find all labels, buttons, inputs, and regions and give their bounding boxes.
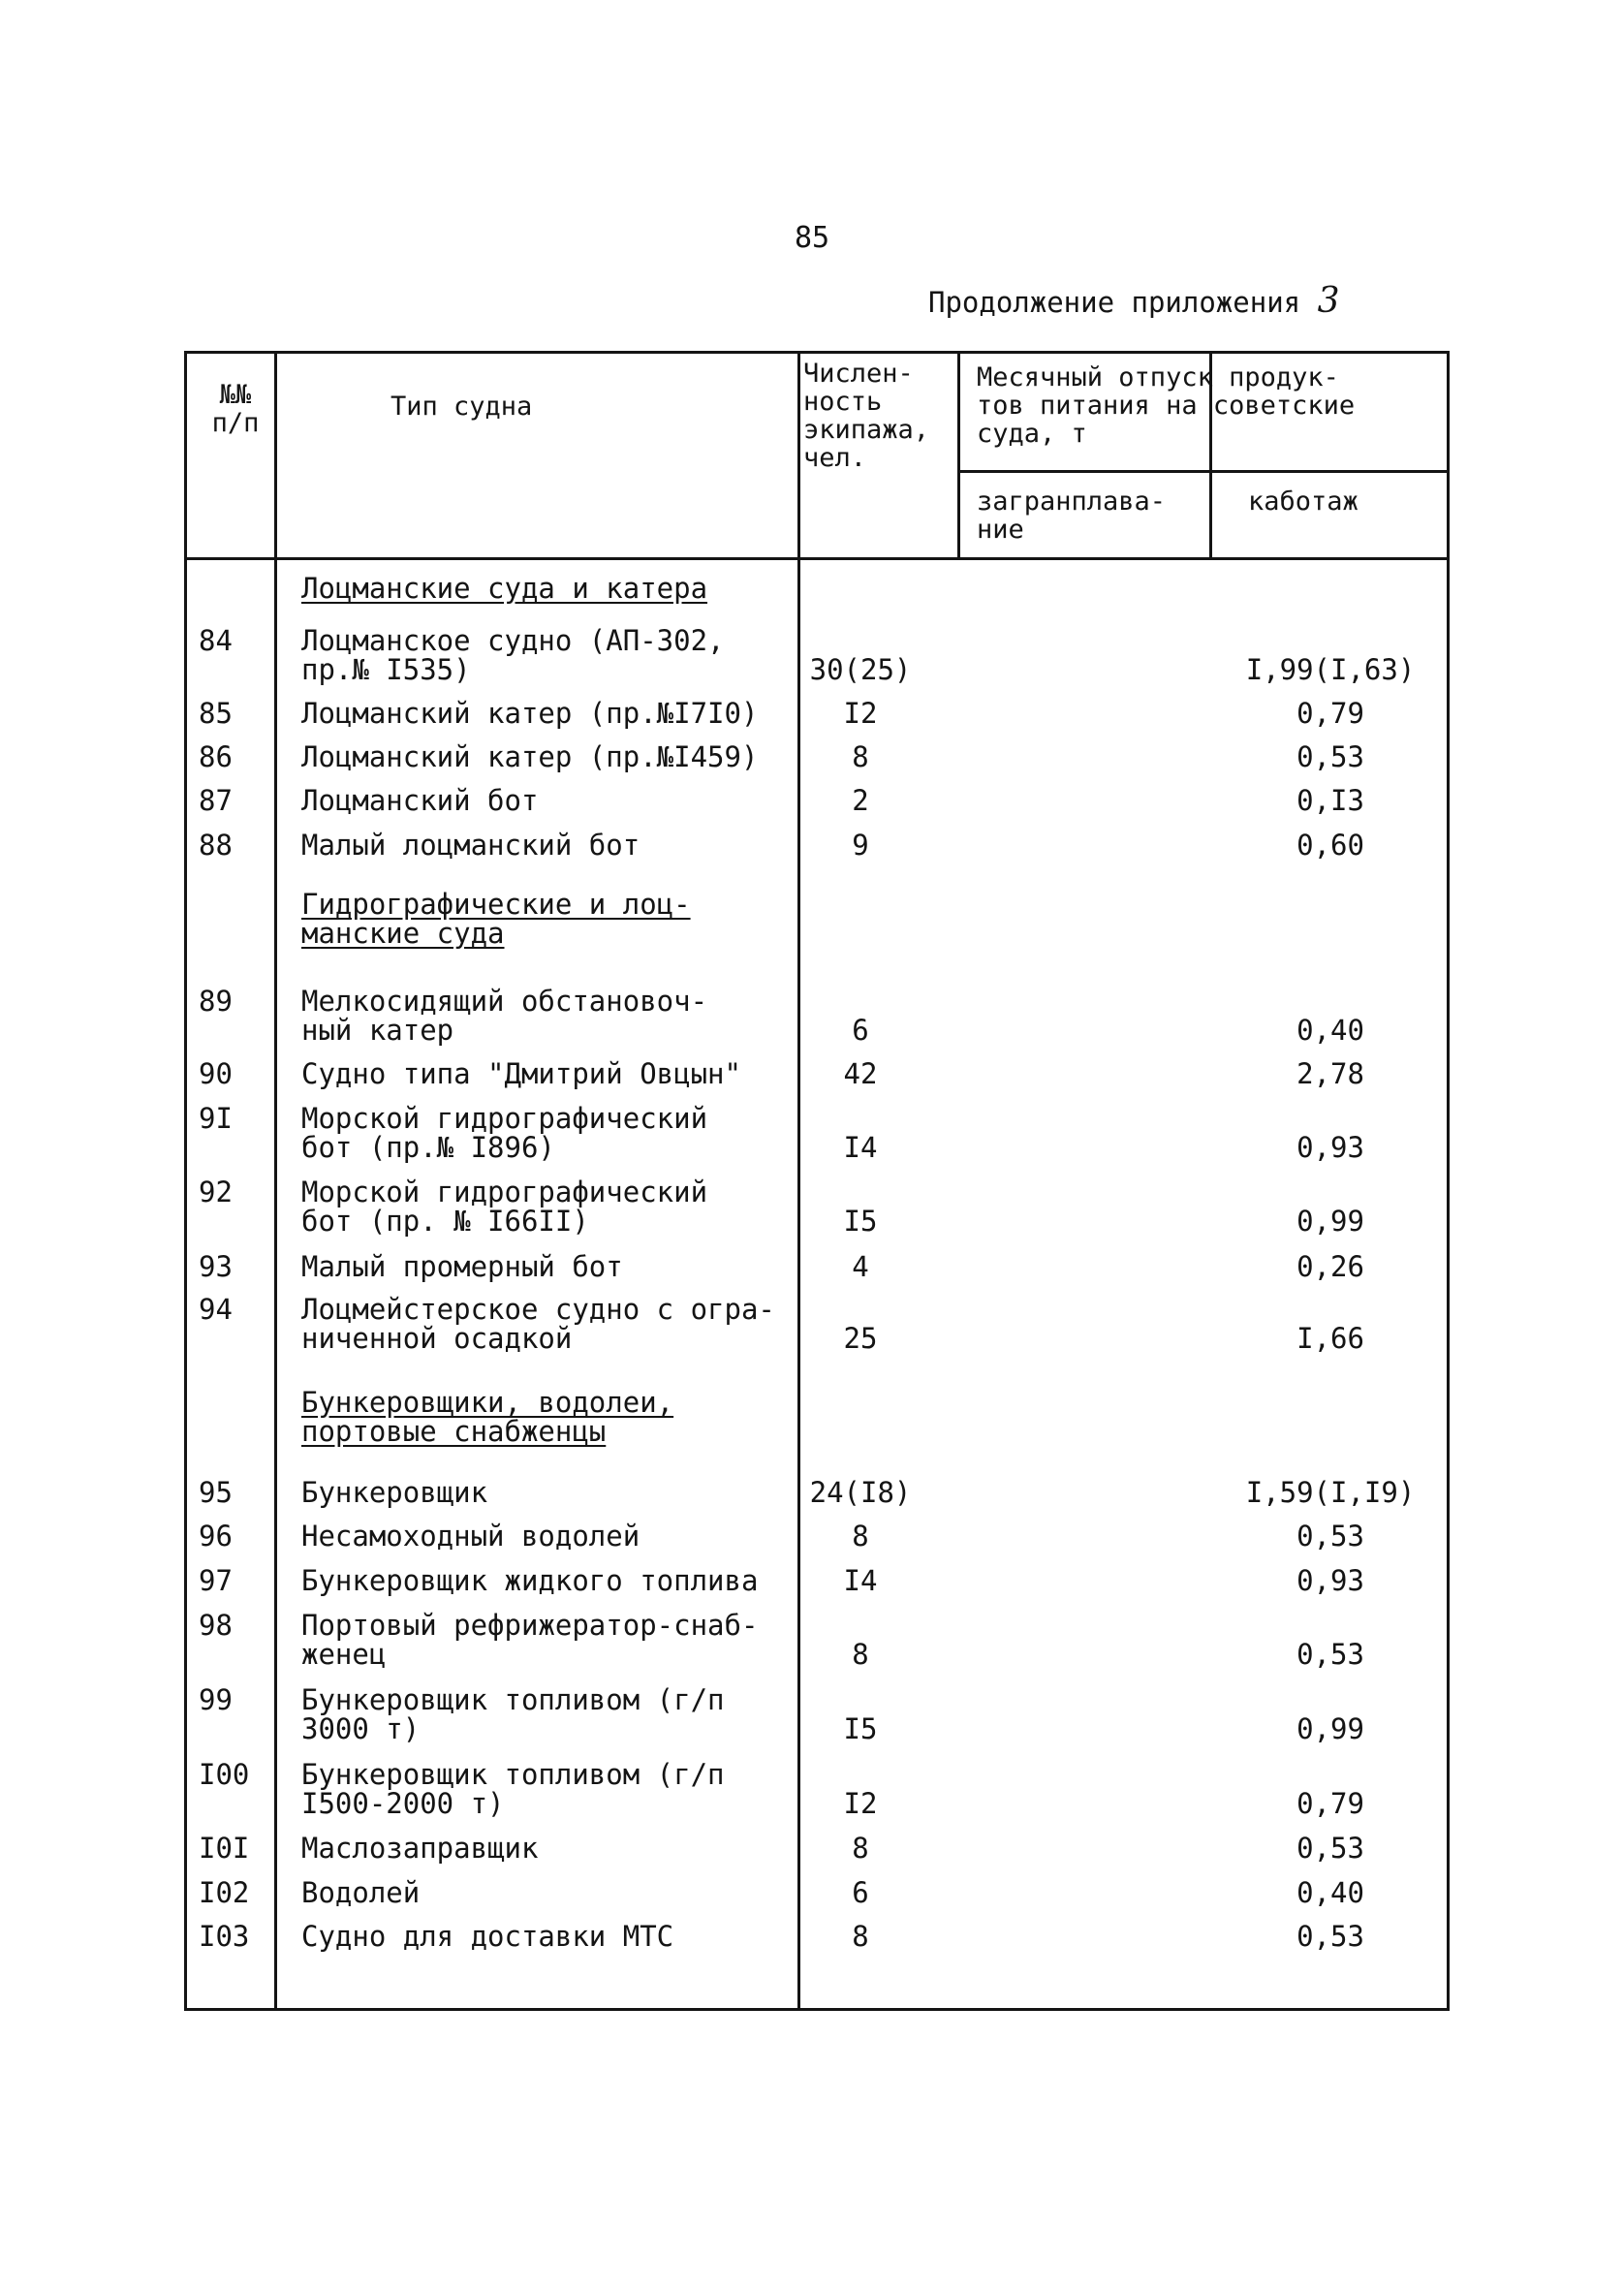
table-row bbox=[187, 1922, 1447, 1951]
cabotage-value: 0,53 bbox=[1296, 1520, 1364, 1553]
header-crew: Числен- ность экипажа, чел. bbox=[803, 359, 930, 473]
row-number: I0I bbox=[199, 1832, 250, 1865]
table-row bbox=[187, 626, 1447, 684]
table-row bbox=[187, 1295, 1447, 1353]
table-row bbox=[187, 1566, 1447, 1595]
row-number: I03 bbox=[199, 1920, 250, 1953]
vessel-type: Лоцмейстерское судно с огра- ниченной осадкой bbox=[301, 1293, 775, 1355]
section-title: Гидрографические и лоц- манские суда bbox=[301, 888, 691, 950]
vessel-type: Портовый рефрижератор-снаб- женец bbox=[301, 1609, 759, 1671]
page-number: 85 bbox=[794, 221, 830, 255]
table-row bbox=[187, 1059, 1447, 1088]
row-number: I02 bbox=[199, 1876, 250, 1909]
crew-size: 8 bbox=[852, 740, 869, 773]
crew-size: 24(I8) bbox=[809, 1476, 912, 1509]
section-row bbox=[187, 890, 1447, 950]
vessel-type: Бункеровщик bbox=[301, 1476, 488, 1509]
table-row bbox=[187, 831, 1447, 860]
cabotage-value: 0,53 bbox=[1296, 1832, 1364, 1865]
row-number: 9I bbox=[199, 1102, 233, 1135]
cabotage-value: 0,93 bbox=[1296, 1131, 1364, 1164]
section-row bbox=[187, 1388, 1447, 1448]
row-number: 88 bbox=[199, 829, 233, 862]
table-row bbox=[187, 1177, 1447, 1236]
vessel-type: Малый лоцманский бот bbox=[301, 829, 640, 862]
table-body bbox=[187, 562, 1447, 2011]
header-monthly: Месячный отпуск продук- тов питания на советские суда, т bbox=[977, 362, 1356, 449]
section-title: Бункеровщики, водолеи, портовые снабженцы bbox=[301, 1386, 674, 1448]
vessel-type: Бункеровщик топливом (г/п I500-2000 т) bbox=[301, 1758, 725, 1820]
section-row bbox=[187, 574, 1447, 603]
cabotage-value: 0,79 bbox=[1296, 697, 1364, 730]
header-subdivider bbox=[957, 470, 1447, 473]
row-number: 94 bbox=[199, 1293, 233, 1326]
header-foreign: загранплава- ние bbox=[977, 486, 1167, 545]
table-row bbox=[187, 742, 1447, 771]
vessel-type: Морской гидрографический бот (пр.№ I896) bbox=[301, 1102, 708, 1164]
table-row bbox=[187, 1104, 1447, 1162]
vessel-type: Судно для доставки МТС bbox=[301, 1920, 674, 1953]
cabotage-value: 0,40 bbox=[1296, 1014, 1364, 1047]
vessel-type: Лоцманский катер (пр.№I459) bbox=[301, 740, 759, 773]
row-number: 84 bbox=[199, 624, 233, 657]
crew-size: I5 bbox=[843, 1205, 878, 1238]
table-row bbox=[187, 699, 1447, 728]
vessel-type: Малый промерный бот bbox=[301, 1250, 623, 1283]
table-row bbox=[187, 987, 1447, 1045]
row-number: I00 bbox=[199, 1758, 250, 1791]
cabotage-value: 0,99 bbox=[1296, 1712, 1364, 1745]
table-row bbox=[187, 1834, 1447, 1863]
cabotage-value: 2,78 bbox=[1296, 1057, 1364, 1090]
row-number: 89 bbox=[199, 985, 233, 1018]
crew-size: 2 bbox=[852, 784, 869, 817]
row-number: 96 bbox=[199, 1520, 233, 1553]
appendix-number: 3 bbox=[1317, 281, 1340, 321]
row-number: 99 bbox=[199, 1683, 233, 1716]
table-row bbox=[187, 786, 1447, 815]
vessel-type: Лоцманское судно (АП-302, пр.№ I535) bbox=[301, 624, 725, 686]
crew-size: I2 bbox=[843, 697, 878, 730]
cabotage-value: I,59(I,I9) bbox=[1245, 1476, 1416, 1509]
section-title: Лоцманские суда и катера bbox=[301, 572, 708, 605]
table-row bbox=[187, 1521, 1447, 1551]
vessel-type: Мелкосидящий обстановоч- ный катер bbox=[301, 985, 708, 1047]
crew-size: I5 bbox=[843, 1712, 878, 1745]
continuation-text: Продолжение приложения bbox=[928, 286, 1301, 319]
row-number: 87 bbox=[199, 784, 233, 817]
cabotage-value: I,99(I,63) bbox=[1245, 653, 1416, 686]
header-num: №№ п/п bbox=[211, 380, 260, 438]
cabotage-value: 0,26 bbox=[1296, 1250, 1364, 1283]
column-divider bbox=[957, 354, 960, 557]
vessel-type: Судно типа "Дмитрий Овцын" bbox=[301, 1057, 741, 1090]
crew-size: 8 bbox=[852, 1520, 869, 1553]
row-number: 98 bbox=[199, 1609, 233, 1642]
vessel-type: Лоцманский бот bbox=[301, 784, 539, 817]
crew-size: I4 bbox=[843, 1564, 878, 1597]
table-row bbox=[187, 1611, 1447, 1669]
crew-size: 42 bbox=[843, 1057, 878, 1090]
crew-size: 30(25) bbox=[809, 653, 912, 686]
cabotage-value: 0,79 bbox=[1296, 1787, 1364, 1820]
cabotage-value: 0,53 bbox=[1296, 740, 1364, 773]
crew-size: 6 bbox=[852, 1014, 869, 1047]
row-number: 95 bbox=[199, 1476, 233, 1509]
table-row bbox=[187, 1685, 1447, 1743]
vessel-type: Несамоходный водолей bbox=[301, 1520, 640, 1553]
crew-size: 9 bbox=[852, 829, 869, 862]
header-type: Тип судна bbox=[390, 392, 533, 422]
cabotage-value: 0,60 bbox=[1296, 829, 1364, 862]
table-row bbox=[187, 1478, 1447, 1507]
cabotage-value: 0,I3 bbox=[1296, 784, 1364, 817]
row-number: 86 bbox=[199, 740, 233, 773]
row-number: 90 bbox=[199, 1057, 233, 1090]
vessel-type: Маслозаправщик bbox=[301, 1832, 539, 1865]
cabotage-value: 0,53 bbox=[1296, 1920, 1364, 1953]
ration-table bbox=[184, 351, 1450, 2011]
table-row bbox=[187, 1252, 1447, 1281]
crew-size: 8 bbox=[852, 1920, 869, 1953]
row-number: 93 bbox=[199, 1250, 233, 1283]
crew-size: 4 bbox=[852, 1250, 869, 1283]
vessel-type: Бункеровщик жидкого топлива bbox=[301, 1564, 759, 1597]
cabotage-value: 0,53 bbox=[1296, 1638, 1364, 1671]
row-number: 92 bbox=[199, 1176, 233, 1208]
crew-size: I2 bbox=[843, 1787, 878, 1820]
header-cabotage: каботаж bbox=[1248, 486, 1359, 517]
crew-size: 6 bbox=[852, 1876, 869, 1909]
cabotage-value: 0,99 bbox=[1296, 1205, 1364, 1238]
crew-size: 8 bbox=[852, 1832, 869, 1865]
cabotage-value: 0,40 bbox=[1296, 1876, 1364, 1909]
vessel-type: Водолей bbox=[301, 1876, 421, 1909]
vessel-type: Бункеровщик топливом (г/п 3000 т) bbox=[301, 1683, 725, 1745]
header-bottom-line bbox=[187, 557, 1447, 560]
crew-size: 8 bbox=[852, 1638, 869, 1671]
vessel-type: Лоцманский катер (пр.№I7I0) bbox=[301, 697, 759, 730]
table-row bbox=[187, 1760, 1447, 1818]
cabotage-value: 0,93 bbox=[1296, 1564, 1364, 1597]
row-number: 85 bbox=[199, 697, 233, 730]
row-number: 97 bbox=[199, 1564, 233, 1597]
cabotage-value: I,66 bbox=[1296, 1322, 1364, 1355]
continuation-heading bbox=[928, 281, 1339, 321]
vessel-type: Морской гидрографический бот (пр. № I66II) bbox=[301, 1176, 708, 1238]
crew-size: 25 bbox=[843, 1322, 878, 1355]
table-row bbox=[187, 1878, 1447, 1907]
crew-size: I4 bbox=[843, 1131, 878, 1164]
